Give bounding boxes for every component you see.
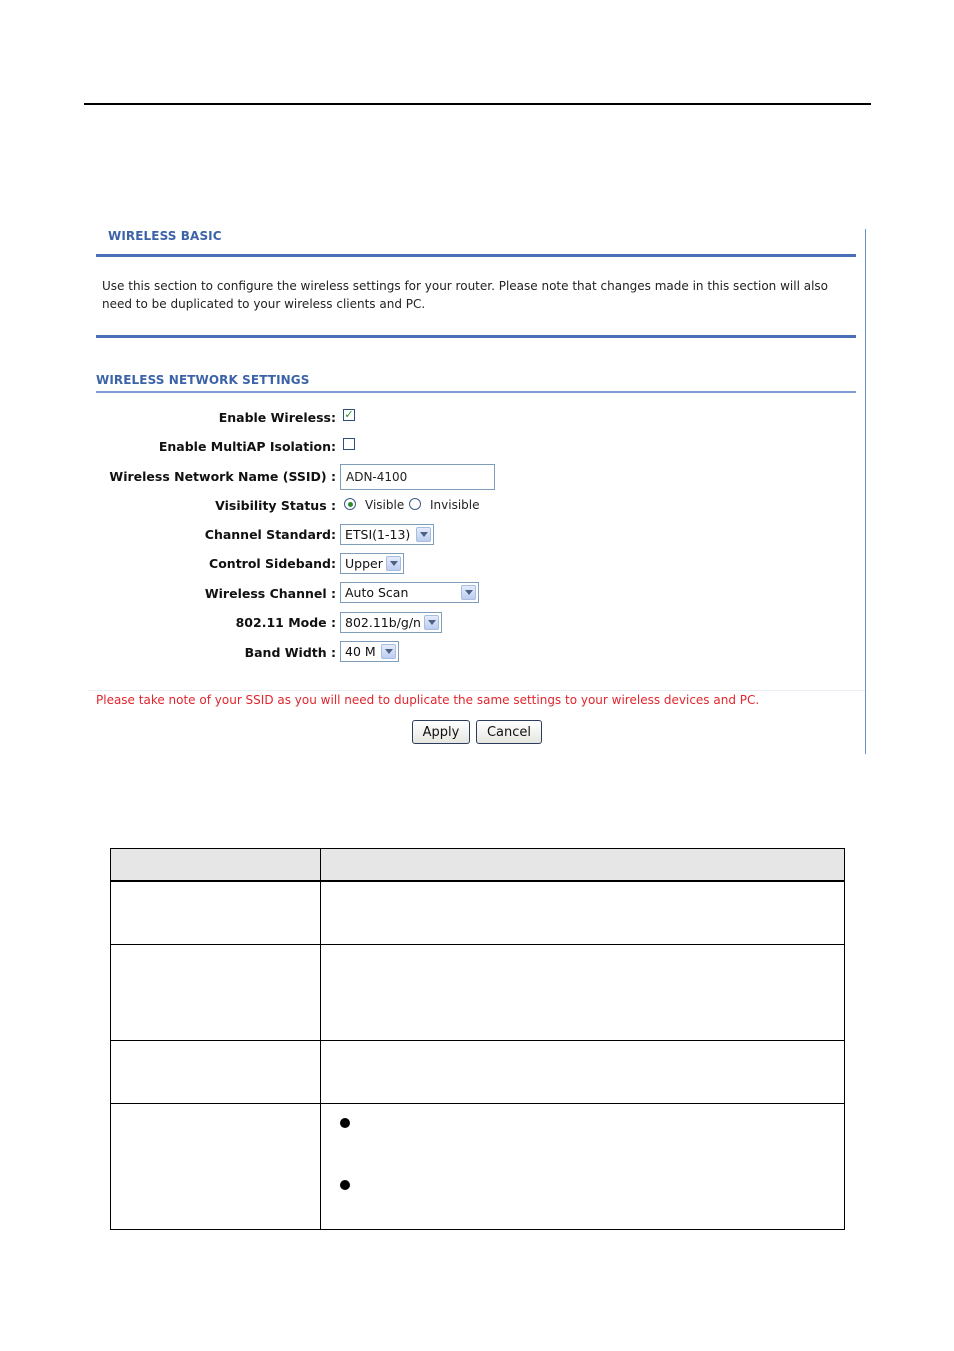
mode-label: 802.11 Mode : [235, 615, 336, 630]
band-width-select[interactable] [340, 641, 399, 662]
table-cell [111, 881, 321, 945]
table-cell [321, 881, 845, 945]
network-settings-title: WIRELESS NETWORK SETTINGS [96, 373, 310, 387]
page-top-rule [84, 103, 871, 105]
section-divider [96, 391, 856, 393]
table-cell [321, 1041, 845, 1104]
enable-wireless-label: Enable Wireless: [218, 410, 336, 425]
control-sideband-select[interactable] [340, 553, 404, 574]
control-sideband-label: Control Sideband: [209, 556, 336, 571]
note-divider [88, 690, 865, 691]
section-divider [96, 335, 856, 338]
panel-right-border [865, 229, 866, 754]
table-header-cell [321, 849, 845, 882]
channel-standard-select[interactable] [340, 524, 434, 545]
multiap-isolation-checkbox[interactable] [343, 438, 355, 450]
visibility-label: Visibility Status : [215, 498, 336, 513]
chevron-down-icon [461, 585, 476, 600]
chevron-down-icon [381, 644, 396, 659]
bullet-icon [340, 1180, 350, 1190]
section-divider [96, 254, 856, 257]
channel-standard-value: ETSI(1-13) [345, 527, 411, 542]
wireless-channel-value: Auto Scan [345, 585, 409, 600]
mode-value: 802.11b/g/n [345, 615, 421, 630]
visible-radio-label: Visible [365, 498, 405, 512]
enable-wireless-checkbox[interactable]: ✓ [344, 408, 354, 421]
table-cell [111, 1041, 321, 1104]
chevron-down-icon [424, 615, 439, 630]
wireless-channel-select[interactable] [340, 582, 479, 603]
table-row [111, 881, 845, 945]
table-cell [321, 945, 845, 1041]
wireless-basic-description: Use this section to configure the wireless settings for your router. Please note that changes made in this section will also need to be duplicated to your wireless clients and PC. [102, 279, 829, 311]
wireless-basic-title: WIRELESS BASIC [108, 229, 222, 243]
control-sideband-value: Upper [345, 556, 383, 571]
ssid-input[interactable] [340, 464, 495, 490]
invisible-radio[interactable] [409, 498, 421, 510]
ssid-label: Wireless Network Name (SSID) : [109, 469, 336, 484]
cancel-button[interactable]: Cancel [476, 720, 542, 744]
wireless-channel-label: Wireless Channel : [204, 586, 336, 601]
multiap-isolation-label: Enable MultiAP Isolation: [158, 439, 336, 454]
table-header-cell [111, 849, 321, 882]
mode-select[interactable] [340, 612, 442, 633]
visible-radio[interactable] [344, 498, 356, 510]
ssid-note: Please take note of your SSID as you will need to duplicate the same settings to your wireless devices and PC. [96, 693, 760, 707]
invisible-radio-label: Invisible [430, 498, 480, 512]
table-row [111, 1104, 845, 1230]
table-cell [111, 945, 321, 1041]
bullet-icon [340, 1118, 350, 1128]
settings-description-table [110, 848, 845, 1230]
table-row [111, 945, 845, 1041]
chevron-down-icon [416, 527, 431, 542]
band-width-value: 40 M [345, 644, 376, 659]
table-row [111, 1041, 845, 1104]
chevron-down-icon [386, 556, 401, 571]
table-header-row [111, 849, 845, 882]
table-cell [111, 1104, 321, 1230]
apply-button[interactable]: Apply [412, 720, 470, 744]
table-cell [321, 1104, 845, 1230]
channel-standard-label: Channel Standard: [204, 527, 336, 542]
band-width-label: Band Width : [244, 645, 336, 660]
